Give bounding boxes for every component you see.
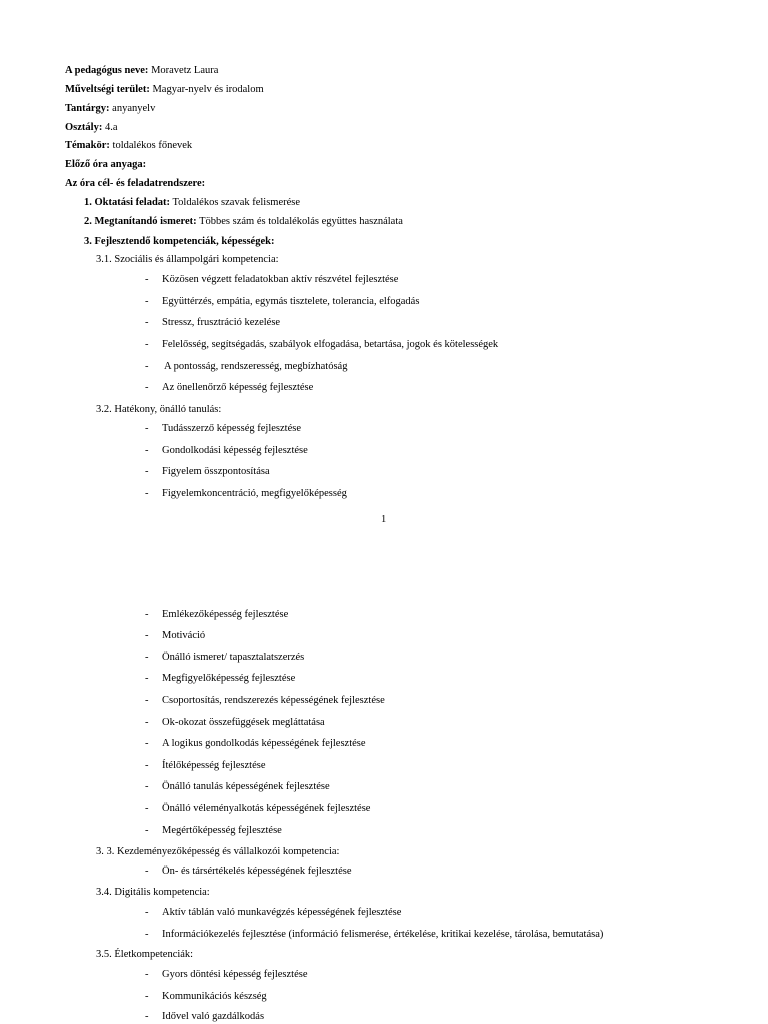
list-item: - Megfigyelőképesség fejlesztése <box>145 673 296 684</box>
teacher-label: A pedagógus neve: <box>65 65 149 76</box>
bullet-dash: - <box>145 488 149 499</box>
bullet-dash: - <box>145 760 149 771</box>
bullet-dash: - <box>145 466 149 477</box>
class-label: Osztály: <box>65 122 103 133</box>
section-title-3-4: 3.4. Digitális kompetencia: <box>96 887 210 898</box>
topic-line <box>65 139 192 153</box>
bullet-dash: - <box>145 339 149 350</box>
bullet-dash: - <box>145 609 149 620</box>
bullet-dash: - <box>145 825 149 836</box>
document-page-2 <box>0 596 768 1024</box>
page-number: 1 <box>381 514 387 525</box>
list-item: - Figyelemkoncentráció, megfigyelőképesség <box>145 488 347 499</box>
bullet-dash: - <box>145 673 149 684</box>
list-item: - Ok-okozat összefüggések megláttatása <box>145 717 325 728</box>
subject-label: Tantárgy: <box>65 103 110 114</box>
list-item: - Önálló ismeret/ tapasztalatszerzés <box>145 652 305 663</box>
list-item: - Információkezelés fejlesztése (információ felismerése, értékelése, kritikai kezelése, tárolása, bemutatása) <box>145 929 604 940</box>
bullet-dash: - <box>145 717 149 728</box>
bullet-dash: - <box>145 317 149 328</box>
bullet-dash: - <box>145 274 149 285</box>
area-label: Műveltségi terület: <box>65 84 150 95</box>
list-item: - Az önellenőrző képesség fejlesztése <box>145 382 314 393</box>
topic-value: toldalékos főnevek <box>112 140 193 151</box>
class-value: 4.a <box>104 122 118 133</box>
class-line <box>65 121 118 135</box>
section-title-3-2: 3.2. Hatékony, önálló tanulás: <box>96 404 222 415</box>
list-item: - Kommunikációs készség <box>145 991 267 1002</box>
bullet-dash: - <box>145 1011 149 1022</box>
list-item: - A pontosság, rendszeresség, megbízhatóság <box>145 361 348 372</box>
goals-heading <box>65 177 205 191</box>
bullet-dash: - <box>145 781 149 792</box>
knowledge-value: Többes szám és toldalékolás együttes használata <box>199 216 403 227</box>
bullet-dash: - <box>145 695 149 706</box>
list-item: - Közösen végzett feladatokban aktív részvétel fejlesztése <box>145 274 399 285</box>
subject-value: anyanyelv <box>112 103 156 114</box>
teacher-value: Moravetz Laura <box>151 65 219 76</box>
list-item: - Aktív táblán való munkavégzés képességének fejlesztése <box>145 907 402 918</box>
task-line <box>84 196 300 210</box>
list-item: - Ítélőképesség fejlesztése <box>145 760 266 771</box>
knowledge-label: 2. Megtanítandó ismeret: <box>84 216 197 227</box>
section-title-3-5: 3.5. Életkompetenciák: <box>96 949 194 960</box>
bullet-dash: - <box>145 296 149 307</box>
topic-label: Témakör: <box>65 140 110 151</box>
bullet-dash: - <box>145 991 149 1002</box>
teacher-name-line <box>65 64 218 78</box>
bullet-dash: - <box>145 929 149 940</box>
goals-label: Az óra cél- és feladatrendszere: <box>65 178 206 189</box>
bullet-dash: - <box>145 423 149 434</box>
section-title-3-3: 3. 3. Kezdeményezőképesség és vállalkozói kompetencia: <box>96 846 340 857</box>
list-item: - Gondolkodási képesség fejlesztése <box>145 445 308 456</box>
list-item: - Megértőképesség fejlesztése <box>145 825 282 836</box>
list-item: - Csoportosítás, rendszerezés képességének fejlesztése <box>145 695 385 706</box>
list-item: - Együttérzés, empátia, egymás tisztelete, tolerancia, elfogadás <box>145 296 420 307</box>
bullet-dash: - <box>145 445 149 456</box>
list-item: - Figyelem összpontosítása <box>145 466 270 477</box>
list-item: - Felelősség, segítségadás, szabályok elfogadása, betartása, jogok és kötelességek <box>145 339 499 350</box>
previous-lesson-label: Előző óra anyaga: <box>65 159 147 170</box>
list-item: - Önálló tanulás képességének fejlesztése <box>145 781 330 792</box>
bullet-dash: - <box>145 382 149 393</box>
list-item: - Tudásszerző képesség fejlesztése <box>145 423 301 434</box>
knowledge-line <box>84 215 403 229</box>
bullet-dash: - <box>145 969 149 980</box>
subject-line <box>65 102 155 116</box>
list-item: - Gyors döntési képesség fejlesztése <box>145 969 308 980</box>
area-value: Magyar-nyelv és irodalom <box>152 84 264 95</box>
section-title-3-1: 3.1. Szociális és állampolgári kompetencia: <box>96 254 279 265</box>
page-gap <box>0 540 768 596</box>
task-value: Toldalékos szavak felismerése <box>172 197 301 208</box>
bullet-dash: - <box>145 630 149 641</box>
bullet-dash: - <box>145 652 149 663</box>
list-item: - A logikus gondolkodás képességének fejlesztése <box>145 738 366 749</box>
previous-lesson-line <box>65 158 146 172</box>
task-label: 1. Oktatási feladat: <box>84 197 171 208</box>
list-item: - Emlékezőképesség fejlesztése <box>145 609 289 620</box>
list-item: - Stressz, frusztráció kezelése <box>145 317 281 328</box>
bullet-dash: - <box>145 803 149 814</box>
area-line <box>65 83 264 97</box>
list-item: - Motiváció <box>145 630 206 641</box>
bullet-dash: - <box>145 361 149 372</box>
list-item: - Önálló véleményalkotás képességének fejlesztése <box>145 803 371 814</box>
bullet-dash: - <box>145 907 149 918</box>
list-item: - Idővel való gazdálkodás <box>145 1011 265 1022</box>
list-item: - Ön- és társértékelés képességének fejlesztése <box>145 866 352 877</box>
bullet-dash: - <box>145 738 149 749</box>
competence-heading <box>84 235 274 249</box>
competence-label: 3. Fejlesztendő kompetenciák, képességek: <box>84 236 275 247</box>
bullet-dash: - <box>145 866 149 877</box>
